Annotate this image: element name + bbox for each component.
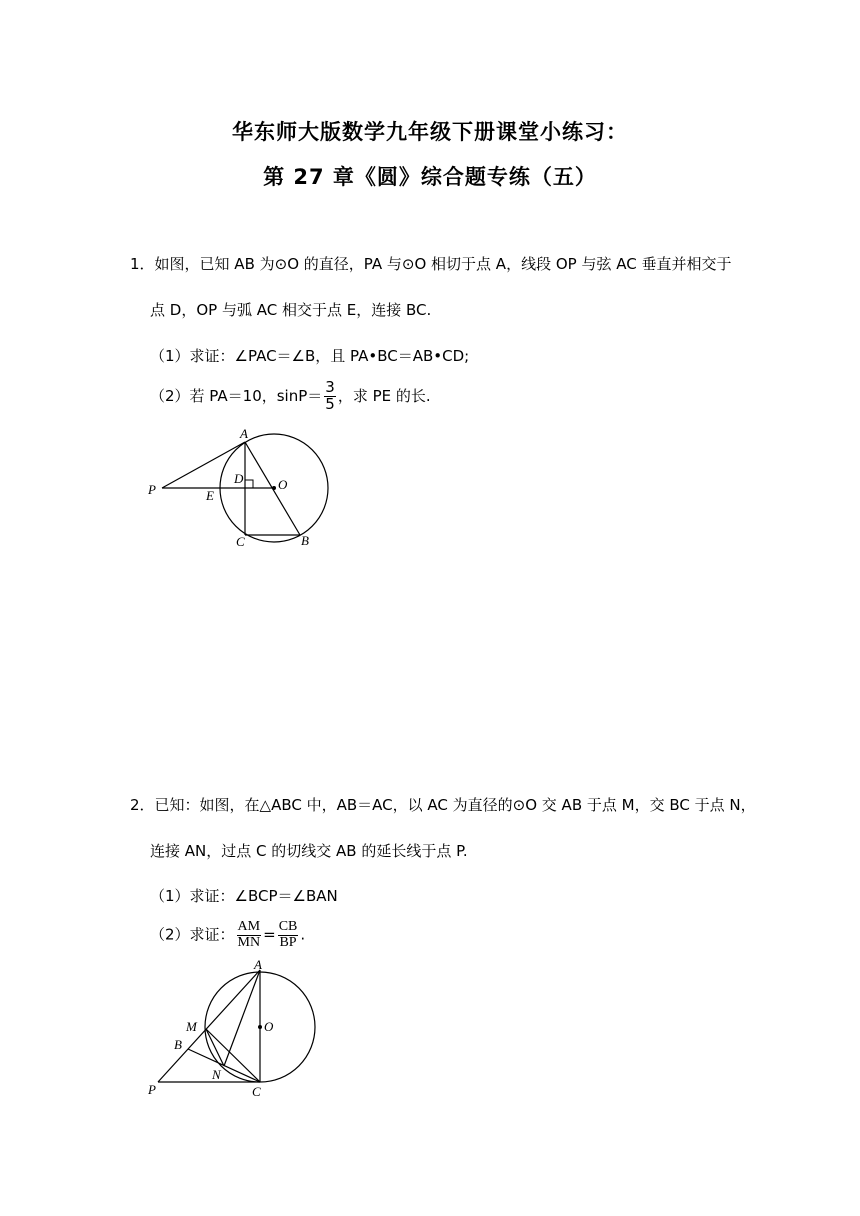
label-n: N [212,1067,221,1082]
label-c: C [252,1084,261,1099]
problem2-figure [140,955,330,1105]
label-p: P [148,1082,156,1097]
label-c: C [236,534,245,549]
problem1-stem-line1: 1．如图，已知 AB 为⊙O 的直径，PA 与⊙O 相切于点 A，线段 OP 与弦 AC 垂直并相交于 [130,255,732,273]
problem1-sin-fraction [324,380,336,413]
problem2-part1: （1）求证：∠BCP＝∠BAN [150,887,338,905]
problem2-part2-suffix: . [300,925,306,944]
problem2-stem-line1: 2．已知：如图，在△ABC 中，AB＝AC，以 AC 为直径的⊙O 交 AB 于点 M，交 BC 于点 N， [130,796,756,814]
problem2-stem-line2: 连接 AN，过点 C 的切线交 AB 的延长线于点 P. [150,842,468,860]
fraction-numerator: AM [237,919,261,934]
fraction-denominator: BP [279,934,297,950]
segment-pa [158,970,260,1082]
problem1-part2-suffix: ，求 PE 的长. [337,386,431,405]
label-m: M [186,1019,197,1034]
label-d: D [234,471,244,486]
problem1-figure [140,420,340,550]
problem1-part2 [150,380,431,413]
fraction-denominator: MN [237,934,261,950]
problem2-part2-prefix: （2）求证： [150,925,235,944]
center-dot [272,486,276,490]
label-b: B [301,533,309,548]
problem1-stem-line2: 点 D，OP 与弧 AC 相交于点 E，连接 BC. [150,301,432,319]
label-b: B [174,1037,182,1052]
page-title-line1: 华东师大版数学九年级下册课堂小练习： [232,120,628,144]
fraction-numerator: 3 [325,378,335,396]
problem2-part2 [150,920,305,950]
label-p: P [148,482,156,497]
label-o: O [264,1019,274,1034]
segment-pa [162,442,245,488]
label-a: A [254,957,262,972]
fraction-numerator: CB [278,919,298,934]
fraction-denominator: 5 [325,394,335,413]
label-a: A [240,426,248,441]
problem1-part2-prefix: （2）若 PA＝10，sinP＝ [150,386,323,405]
page-title-line2: 第 27 章《圆》综合题专练（五） [263,165,597,189]
right-angle-mark [245,480,253,488]
problem1-part1: （1）求证：∠PAC＝∠B，且 PA•BC＝AB•CD; [150,347,470,365]
problem2-fraction-am-mn [237,920,262,950]
center-dot [258,1025,262,1029]
label-o: O [278,477,288,492]
equals-sign: = [263,925,276,944]
problem2-fraction-cb-bp [278,920,299,950]
label-e: E [206,488,214,503]
